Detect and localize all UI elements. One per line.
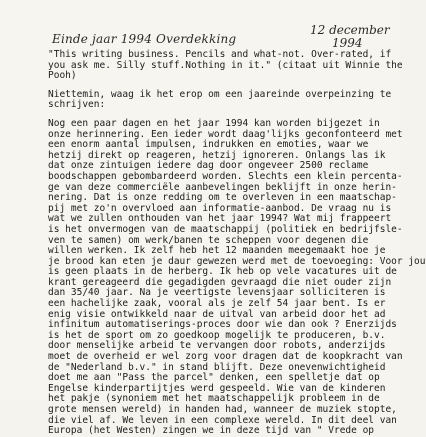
text-line: dan 35/40 jaar. Na je veertigste levensjaar solliciteren is [48,287,386,299]
text-line: schrijven: [48,99,106,111]
text-line: Pooh) [48,70,77,82]
text-line: door menselijke arbeid te vervangen door robots, anderzijds [48,340,386,352]
text-line: een enorm aantal impulsen, indrukken en emoties, waar we [48,139,369,151]
text-line: pij met zo'n overvloed aan informatie-aanbod. De vraag nu is [48,202,392,214]
text-line: Niettemin, waag ik het erop om een jaareinde overpeinzing te [48,88,392,100]
text-line: Europa (het Westen) zingen we in deze tijd van " Vrede op [48,425,375,437]
text-line: een hachelijke zaak, vooral als je zelf 54 jaar bent. Is er [48,298,386,310]
text-line: infinitum automatiserings-proces door wie dan ook ? Enerzijds [48,319,397,331]
text-line: is geen plaats in de herberg. Ik heb op vele vacatures uit de [48,266,397,278]
text-line: die viel af. We leven in een complexe wereld. In dit deel van [48,414,397,426]
text-line: moet de overheid er wel zorg voor dragen dat de koopkracht van [48,351,403,363]
text-line: you ask me. Silly stuff.Nothing in it." (citaat uit Winnie the [48,59,403,71]
text-line: willen werken. Ik zelf heb het 12 maanden meegemaakt hoe je [48,245,386,257]
text-line: ven te samen) om werk/banen te scheppen voor degenen die [48,234,369,246]
text-line: boodschappen gebombardeerd worden. Slechts een klein percenta- [48,170,403,182]
text-line: enig visie ontwikkeld naar de uitval van arbeid door het ad [48,308,386,320]
typed-body-text [48,49,426,437]
text-line: krant gereageerd die gegadigden gevraagd die niet ouder zijn [48,276,392,288]
text-line: ge van deze commerciële aanbevelingen beklijft in onze herin- [48,181,397,193]
text-line: grote mensen wereld) in handen had, wanneer de muziek stopte, [48,404,397,415]
handwritten-date-day: 12 december [310,23,390,37]
text-line: Engelse kinderpartijtjes werd gespeeld. Wie van de kinderen [48,382,386,394]
handwritten-date [310,24,390,50]
text-line: dat onze zintuigen iedere dag door ongeveer 2500 reclame [48,160,369,172]
text-line: je brood kan eten je daur gewezen werd met de toevoeging: Voor jou [48,255,426,267]
text-line: is het onvermogen van de maatschappij (politiek en bedrijfsle- [48,223,403,235]
text-line: "This writing business. Pencils and what-not. Over-rated, if [48,49,392,60]
text-line: de "Nederland b.v." in stand blijft. Deze onevenwichtigheid [48,361,386,373]
text-line: wat we zullen onthouden van het jaar 1994? Wat mij frappeert [48,213,392,225]
handwritten-title: Einde jaar 1994 Overdekking [52,32,237,46]
text-line: onze herinnering. Een ieder wordt daag'lijks geconfonteerd met [48,128,403,140]
text-line: nering. Dat is onze redding om te overleven in een maatschap- [48,192,397,204]
handwritten-date-year: 1994 [332,36,363,50]
text-line: hetzij direkt op reageren, hetzij ignoreren. Onlangs las ik [48,149,386,161]
text-line: Nog een paar dagen en het jaar 1994 kan worden bijgezet in [48,117,380,129]
text-line: doet me aan "Pass the parcel" denken, een spelletje dat op [48,372,380,384]
text-line: het pakje (synoniem met het maatschappelijk probleem in de [48,393,380,405]
text-line: is het de sport om zo goedkoop mogelijk te produceren, b.v. [48,329,386,341]
